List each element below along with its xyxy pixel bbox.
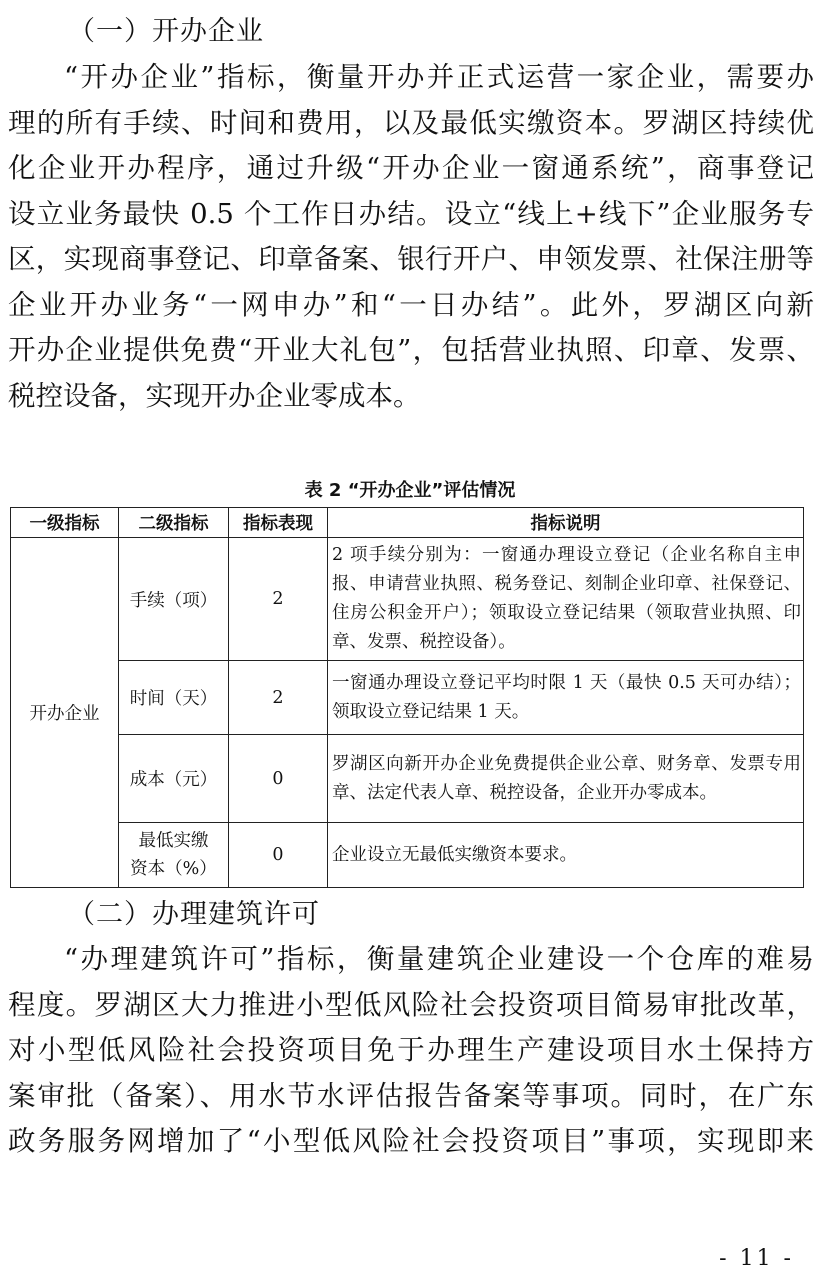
description-cell: 一窗通办理设立登记平均时限 1 天（最快 0.5 天可办结）；领取设立登记结果 1 天。 [328, 661, 804, 735]
header-level1: 一级指标 [11, 508, 119, 538]
text-line: 程度。罗湖区大力推进小型低风险社会投资项目简易审批改革， [8, 988, 814, 1021]
indicator-line: 最低实缴 [138, 831, 209, 851]
text-line: 政务服务网增加了“小型低风险社会投资项目”事项，实现即来 [8, 1125, 814, 1157]
page-number: - 11 - [719, 1246, 794, 1271]
table-row [11, 538, 804, 661]
text-line: 理的所有手续、时间和费用，以及最低实缴资本。罗湖区持续优 [8, 106, 814, 139]
indicator-cell: 手续（项） [119, 538, 229, 661]
text-line: 对小型低风险社会投资项目免于办理生产建设项目水土保持方 [8, 1034, 814, 1066]
text-line: 税控设备，实现开办企业零成本。 [8, 379, 421, 412]
description-cell: 企业设立无最低实缴资本要求。 [328, 823, 804, 888]
value-cell: 2 [229, 538, 328, 661]
table-header-row [11, 508, 804, 538]
paragraph-starting-business [8, 55, 814, 419]
text-line: 案审批（备案）、用水节水评估报告备案等事项。同时，在广东 [8, 1079, 814, 1112]
text-line: “办理建筑许可”指标，衡量建筑企业建设一个仓库的难易 [64, 943, 814, 975]
evaluation-table [10, 507, 804, 888]
value-cell: 0 [229, 823, 328, 888]
text-line: 开办企业提供免费“开业大礼包”，包括营业执照、印章、发票、 [8, 334, 814, 366]
description-cell: 罗湖区向新开办企业免费提供企业公章、财务章、发票专用章、法定代表人章、税控设备，企业开办零成本。 [328, 735, 804, 823]
header-description: 指标说明 [328, 508, 804, 538]
header-performance: 指标表现 [229, 508, 328, 538]
table-row [11, 661, 804, 735]
indicator-cell [119, 823, 229, 888]
value-cell: 0 [229, 735, 328, 823]
section-heading-2: （二）办理建筑许可 [68, 899, 320, 930]
paragraph-construction-permits [8, 937, 814, 1165]
text-line: 化企业开办程序，通过升级“开办企业一窗通系统”，商事登记 [8, 152, 814, 184]
table-row [11, 735, 804, 823]
section-heading-1: （一）开办企业 [68, 16, 264, 47]
text-line: “开办企业”指标，衡量开办并正式运营一家企业，需要办 [64, 61, 814, 93]
table-row [11, 823, 804, 888]
text-line: 企业开办业务“一网申办”和“一日办结”。此外，罗湖区向新 [8, 288, 814, 321]
indicator-line: 资本（%） [130, 859, 217, 879]
description-cell: 2 项手续分别为：一窗通办理设立登记（企业名称自主申报、申请营业执照、税务登记、刻制企业印章、社保登记、住房公积金开户）；领取设立登记结果（领取营业执照、印章、发票、税控设备）。 [328, 538, 804, 661]
group-cell: 开办企业 [11, 538, 119, 888]
indicator-cell: 成本（元） [119, 735, 229, 823]
table-caption: 表 2 “开办企业”评估情况 [304, 480, 516, 501]
text-line: 区，实现商事登记、印章备案、银行开户、申领发票、社保注册等 [8, 243, 814, 275]
indicator-cell: 时间（天） [119, 661, 229, 735]
text-line: 设立业务最快 0.5 个工作日办结。设立“线上+线下”企业服务专 [8, 197, 814, 230]
header-level2: 二级指标 [119, 508, 229, 538]
value-cell: 2 [229, 661, 328, 735]
